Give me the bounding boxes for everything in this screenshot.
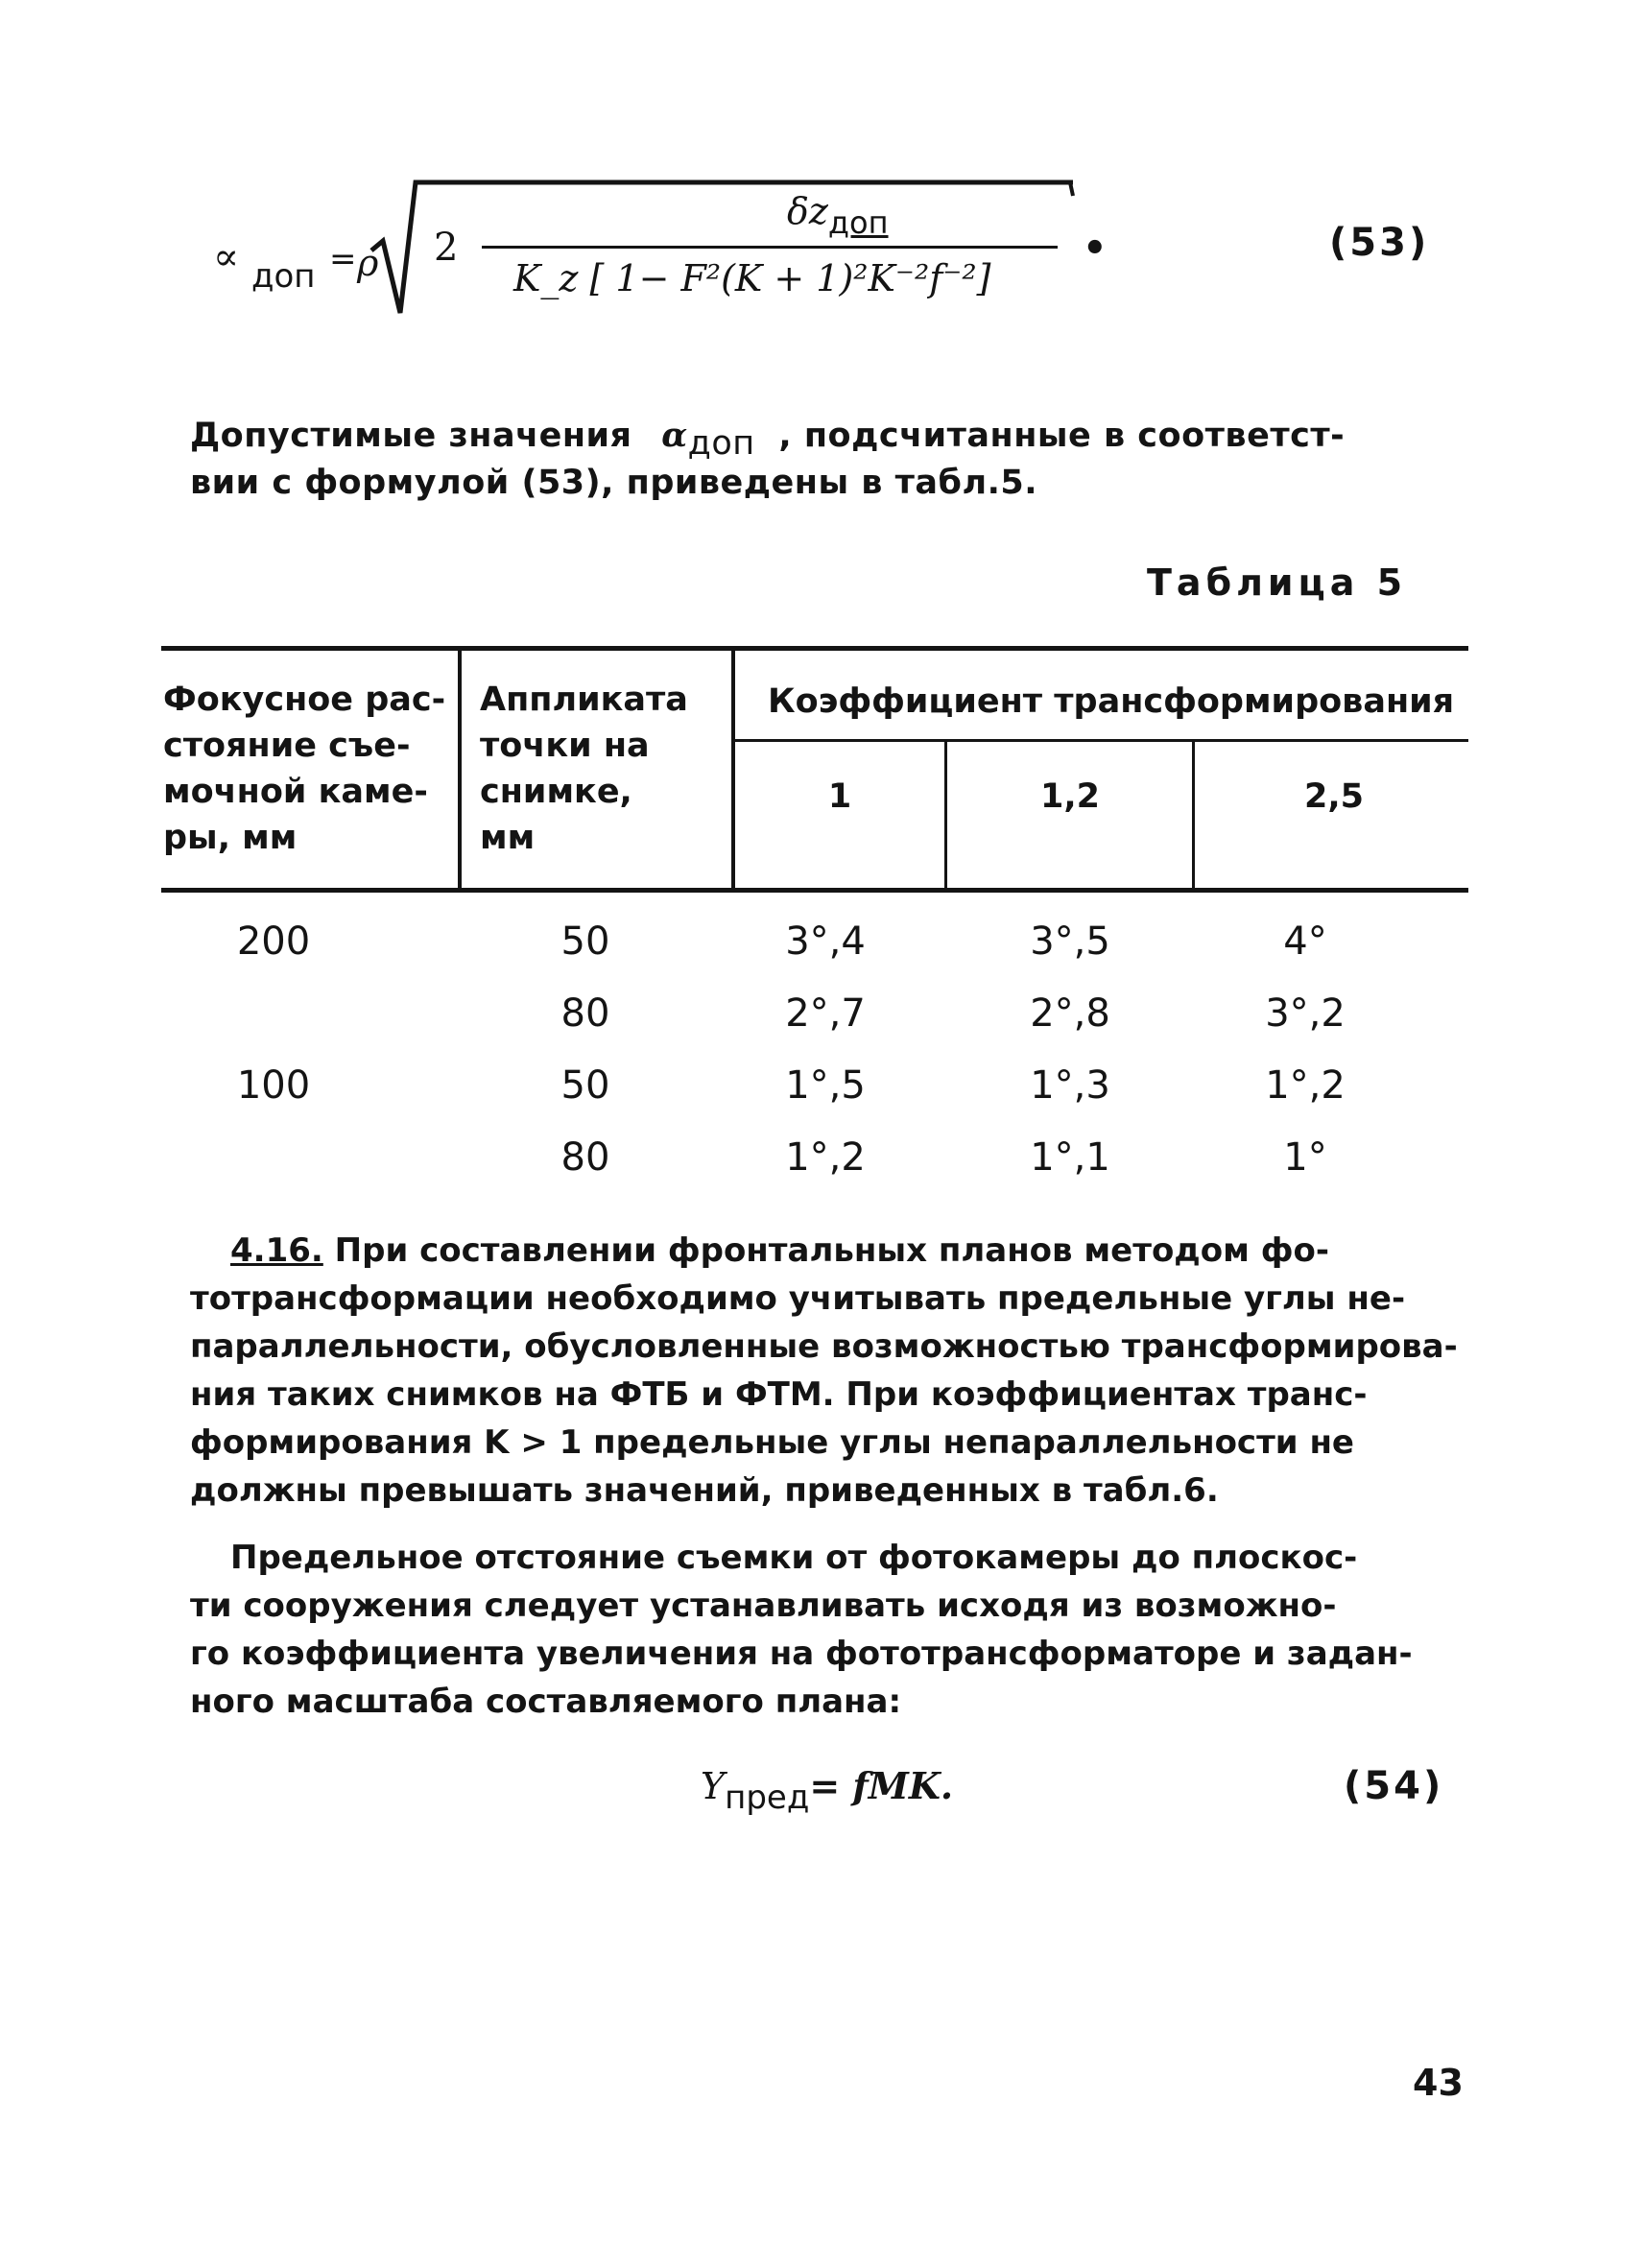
- formula-53-alpha-subscript: доп: [251, 257, 316, 296]
- section-4-16-line-1: [230, 1231, 1462, 1270]
- subheader-k-1: 1: [827, 777, 852, 816]
- cell-k1: 2°,7: [785, 991, 866, 1036]
- equation-number-53: (53): [1329, 221, 1430, 265]
- subheader-k-2-5: 2,5: [1303, 777, 1364, 816]
- header-transformation-coefficient: Коэффициент трансформирования: [768, 682, 1455, 721]
- cell-k1: 1°,2: [785, 1135, 866, 1180]
- cell-k25: 1°,2: [1265, 1063, 1346, 1108]
- header-focal-distance: Фокусное рас- стояние съе- мочной каме- ры, мм: [163, 680, 446, 857]
- paragraph-3-line-4: ного масштаба составляемого плана:: [190, 1683, 902, 1721]
- formula-53-inner-coef: 2: [434, 226, 459, 270]
- section-4-16-line-3: параллельности, обусловленные возможностью трансформирова-: [190, 1327, 1458, 1366]
- cell-k1: 1°,5: [785, 1063, 866, 1108]
- paragraph-3-line-2: ти сооружения следует устанавливать исходя из возможно-: [190, 1587, 1337, 1625]
- table-top-rule: [161, 646, 1468, 651]
- numerator-subscript: доп: [827, 204, 889, 241]
- section-4-16-line-6: должны превышать значений, приведенных в табл.6.: [190, 1471, 1219, 1510]
- table-vertical-rule-2: [731, 646, 735, 891]
- table-vertical-rule-1: [458, 646, 462, 891]
- formula-53-denominator: K_z [ 1− F²(K + 1)²K⁻²f⁻²]: [513, 257, 991, 299]
- page-number: 43: [1413, 2062, 1464, 2104]
- formula-53-dot: •: [1083, 227, 1108, 271]
- cell-applicate: 80: [560, 1135, 610, 1180]
- formula-54-subscript: пред: [725, 1779, 810, 1817]
- formula-53-alpha: ∝: [213, 235, 240, 279]
- section-4-16-line-2: тотрансформации необходимо учитывать предельные углы не-: [190, 1279, 1406, 1318]
- cell-applicate: 50: [560, 919, 610, 964]
- paragraph-1-text: Допустимые значения: [190, 417, 632, 455]
- paragraph-3-line-3: го коэффициента увеличения на фототрансформаторе и задан-: [190, 1635, 1413, 1673]
- cell-k25: 3°,2: [1265, 991, 1346, 1036]
- table-vertical-rule-3: [944, 741, 947, 891]
- cell-k12: 2°,8: [1030, 991, 1110, 1036]
- paragraph-3-line-1: Предельное отстояние съемки от фотокамеры до плоскос-: [230, 1539, 1358, 1577]
- formula-53-rho: ρ: [357, 242, 379, 284]
- cell-focal: 100: [236, 1063, 311, 1108]
- header-applicate: Аппликата точки на снимке, мм: [480, 680, 688, 857]
- cell-applicate: 50: [560, 1063, 610, 1108]
- alpha-symbol: α: [661, 416, 688, 455]
- paragraph-1-tail: , подсчитанные в соответст-: [778, 417, 1346, 455]
- formula-53-numerator: [787, 190, 889, 241]
- cell-k1: 3°,4: [785, 919, 866, 964]
- table-group-rule: [731, 739, 1468, 742]
- subheader-k-1-2: 1,2: [1039, 777, 1100, 816]
- alpha-subscript: доп: [687, 424, 755, 463]
- table-header-bottom-rule: [161, 888, 1468, 893]
- section-4-16-line-4: ния таких снимков на ФТБ и ФТМ. При коэффициентах транс-: [190, 1375, 1368, 1414]
- fraction-bar: [482, 246, 1058, 249]
- table-caption: Таблица 5: [1147, 561, 1408, 604]
- paragraph-1-line-1: [190, 416, 1346, 463]
- square-root-sign: [369, 179, 1075, 322]
- cell-focal: 200: [236, 919, 311, 964]
- cell-k12: 1°,1: [1030, 1135, 1110, 1180]
- table-vertical-rule-4: [1192, 741, 1195, 891]
- cell-k25: 4°: [1283, 919, 1327, 964]
- paragraph-1-line-2: вии с формулой (53), приведены в табл.5.: [190, 464, 1038, 502]
- cell-k25: 1°: [1283, 1135, 1327, 1180]
- section-4-16-text: При составлении фронтальных планов методом фо-: [334, 1231, 1329, 1270]
- formula-54: [701, 1764, 954, 1817]
- formula-54-lhs: Y: [701, 1765, 726, 1807]
- formula-53-equals: =: [329, 240, 357, 278]
- formula-54-rhs: = fMK.: [809, 1764, 954, 1807]
- cell-applicate: 80: [560, 991, 610, 1036]
- section-number: 4.16.: [230, 1231, 323, 1270]
- equation-number-54: (54): [1344, 1764, 1444, 1808]
- section-4-16-line-5: формирования K > 1 предельные углы непараллельности не: [190, 1423, 1354, 1462]
- numerator-symbol: δz: [787, 190, 828, 232]
- cell-k12: 1°,3: [1030, 1063, 1110, 1108]
- cell-k12: 3°,5: [1030, 919, 1110, 964]
